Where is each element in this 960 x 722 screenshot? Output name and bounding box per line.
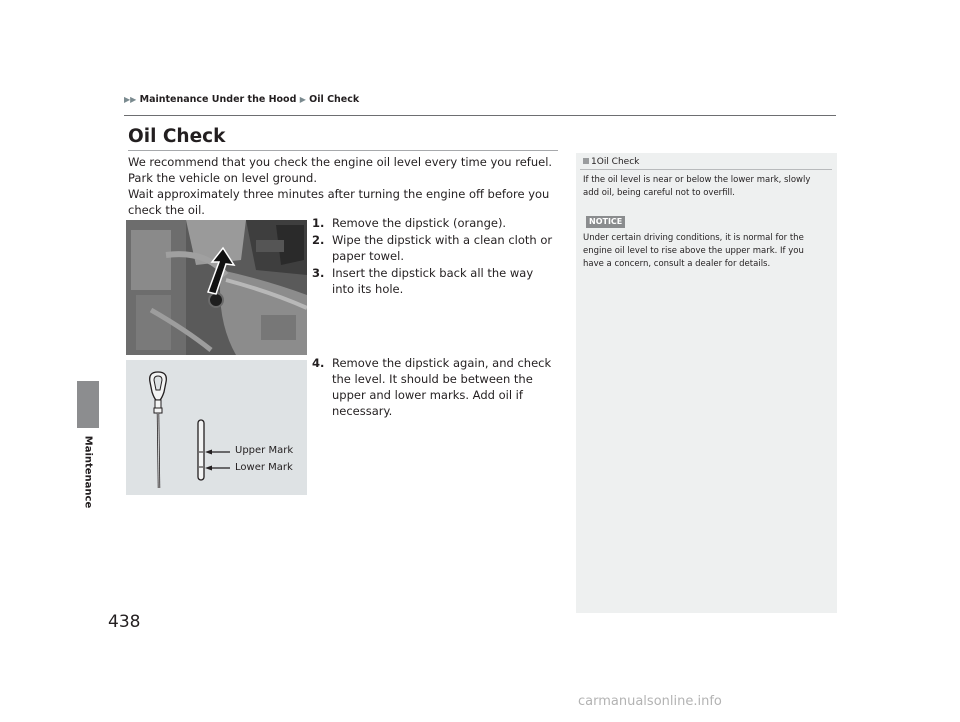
step-text: Wipe the dipstick with a clean cloth or paper towel. [332, 233, 553, 263]
step-item [312, 232, 558, 264]
sidebar-title [583, 157, 639, 167]
dipstick-illustration [126, 360, 307, 495]
intro-text [128, 154, 558, 218]
sidebar-divider [580, 169, 832, 170]
step-number: 2. [312, 233, 325, 247]
note-reference-icon [583, 158, 589, 164]
lower-mark-label: Lower Mark [235, 462, 293, 473]
engine-bay-photo [126, 220, 307, 355]
breadcrumb [124, 94, 359, 105]
dipstick-diagram [126, 360, 307, 495]
section-tab-label: Maintenance [82, 435, 94, 509]
step-text: Insert the dipstick back all the way into its hole. [332, 266, 534, 296]
step-text: Remove the dipstick again, and check the level. It should be between the upper and lower marks. Add oil if necessary. [332, 356, 552, 418]
steps-list [312, 215, 558, 298]
step-item [312, 355, 558, 419]
page-number: 438 [108, 612, 141, 632]
step-number: 1. [312, 216, 325, 230]
upper-mark-label: Upper Mark [235, 445, 294, 456]
step-item [312, 215, 558, 231]
notice-badge: NOTICE [586, 216, 625, 228]
breadcrumb-parent[interactable]: Maintenance Under the Hood [139, 94, 297, 105]
sidebar-title-text: Oil Check [596, 157, 640, 167]
sidebar-paragraph: If the oil level is near or below the lower mark, slowly add oil, being careful not to overfill. [583, 175, 811, 198]
step-number: 3. [312, 266, 325, 280]
triangle-right-icon: ▶ [299, 95, 306, 104]
step-number: 4. [312, 356, 325, 370]
section-tab-marker [77, 381, 99, 428]
steps-list [312, 355, 558, 420]
intro-line: We recommend that you check the engine oil level every time you refuel. [128, 155, 553, 169]
breadcrumb-current: Oil Check [309, 94, 360, 105]
sidebar-icon-number: 1 [591, 157, 597, 167]
engine-bay-illustration [126, 220, 307, 355]
watermark: carmanualsonline.info [578, 694, 722, 709]
intro-line: Wait approximately three minutes after turning the engine off before you check the oil. [128, 187, 550, 217]
step-text: Remove the dipstick (orange). [332, 216, 507, 230]
title-divider [128, 150, 558, 151]
triangle-right-icon: ▶▶ [124, 95, 137, 104]
sidebar-paragraph: Under certain driving conditions, it is normal for the engine oil level to rise above the upper mark. If you have a concern, consult a dealer for details. [583, 233, 804, 269]
header-divider [124, 115, 836, 116]
page-title: Oil Check [128, 126, 226, 147]
intro-line: Park the vehicle on level ground. [128, 171, 317, 185]
step-item [312, 265, 558, 297]
